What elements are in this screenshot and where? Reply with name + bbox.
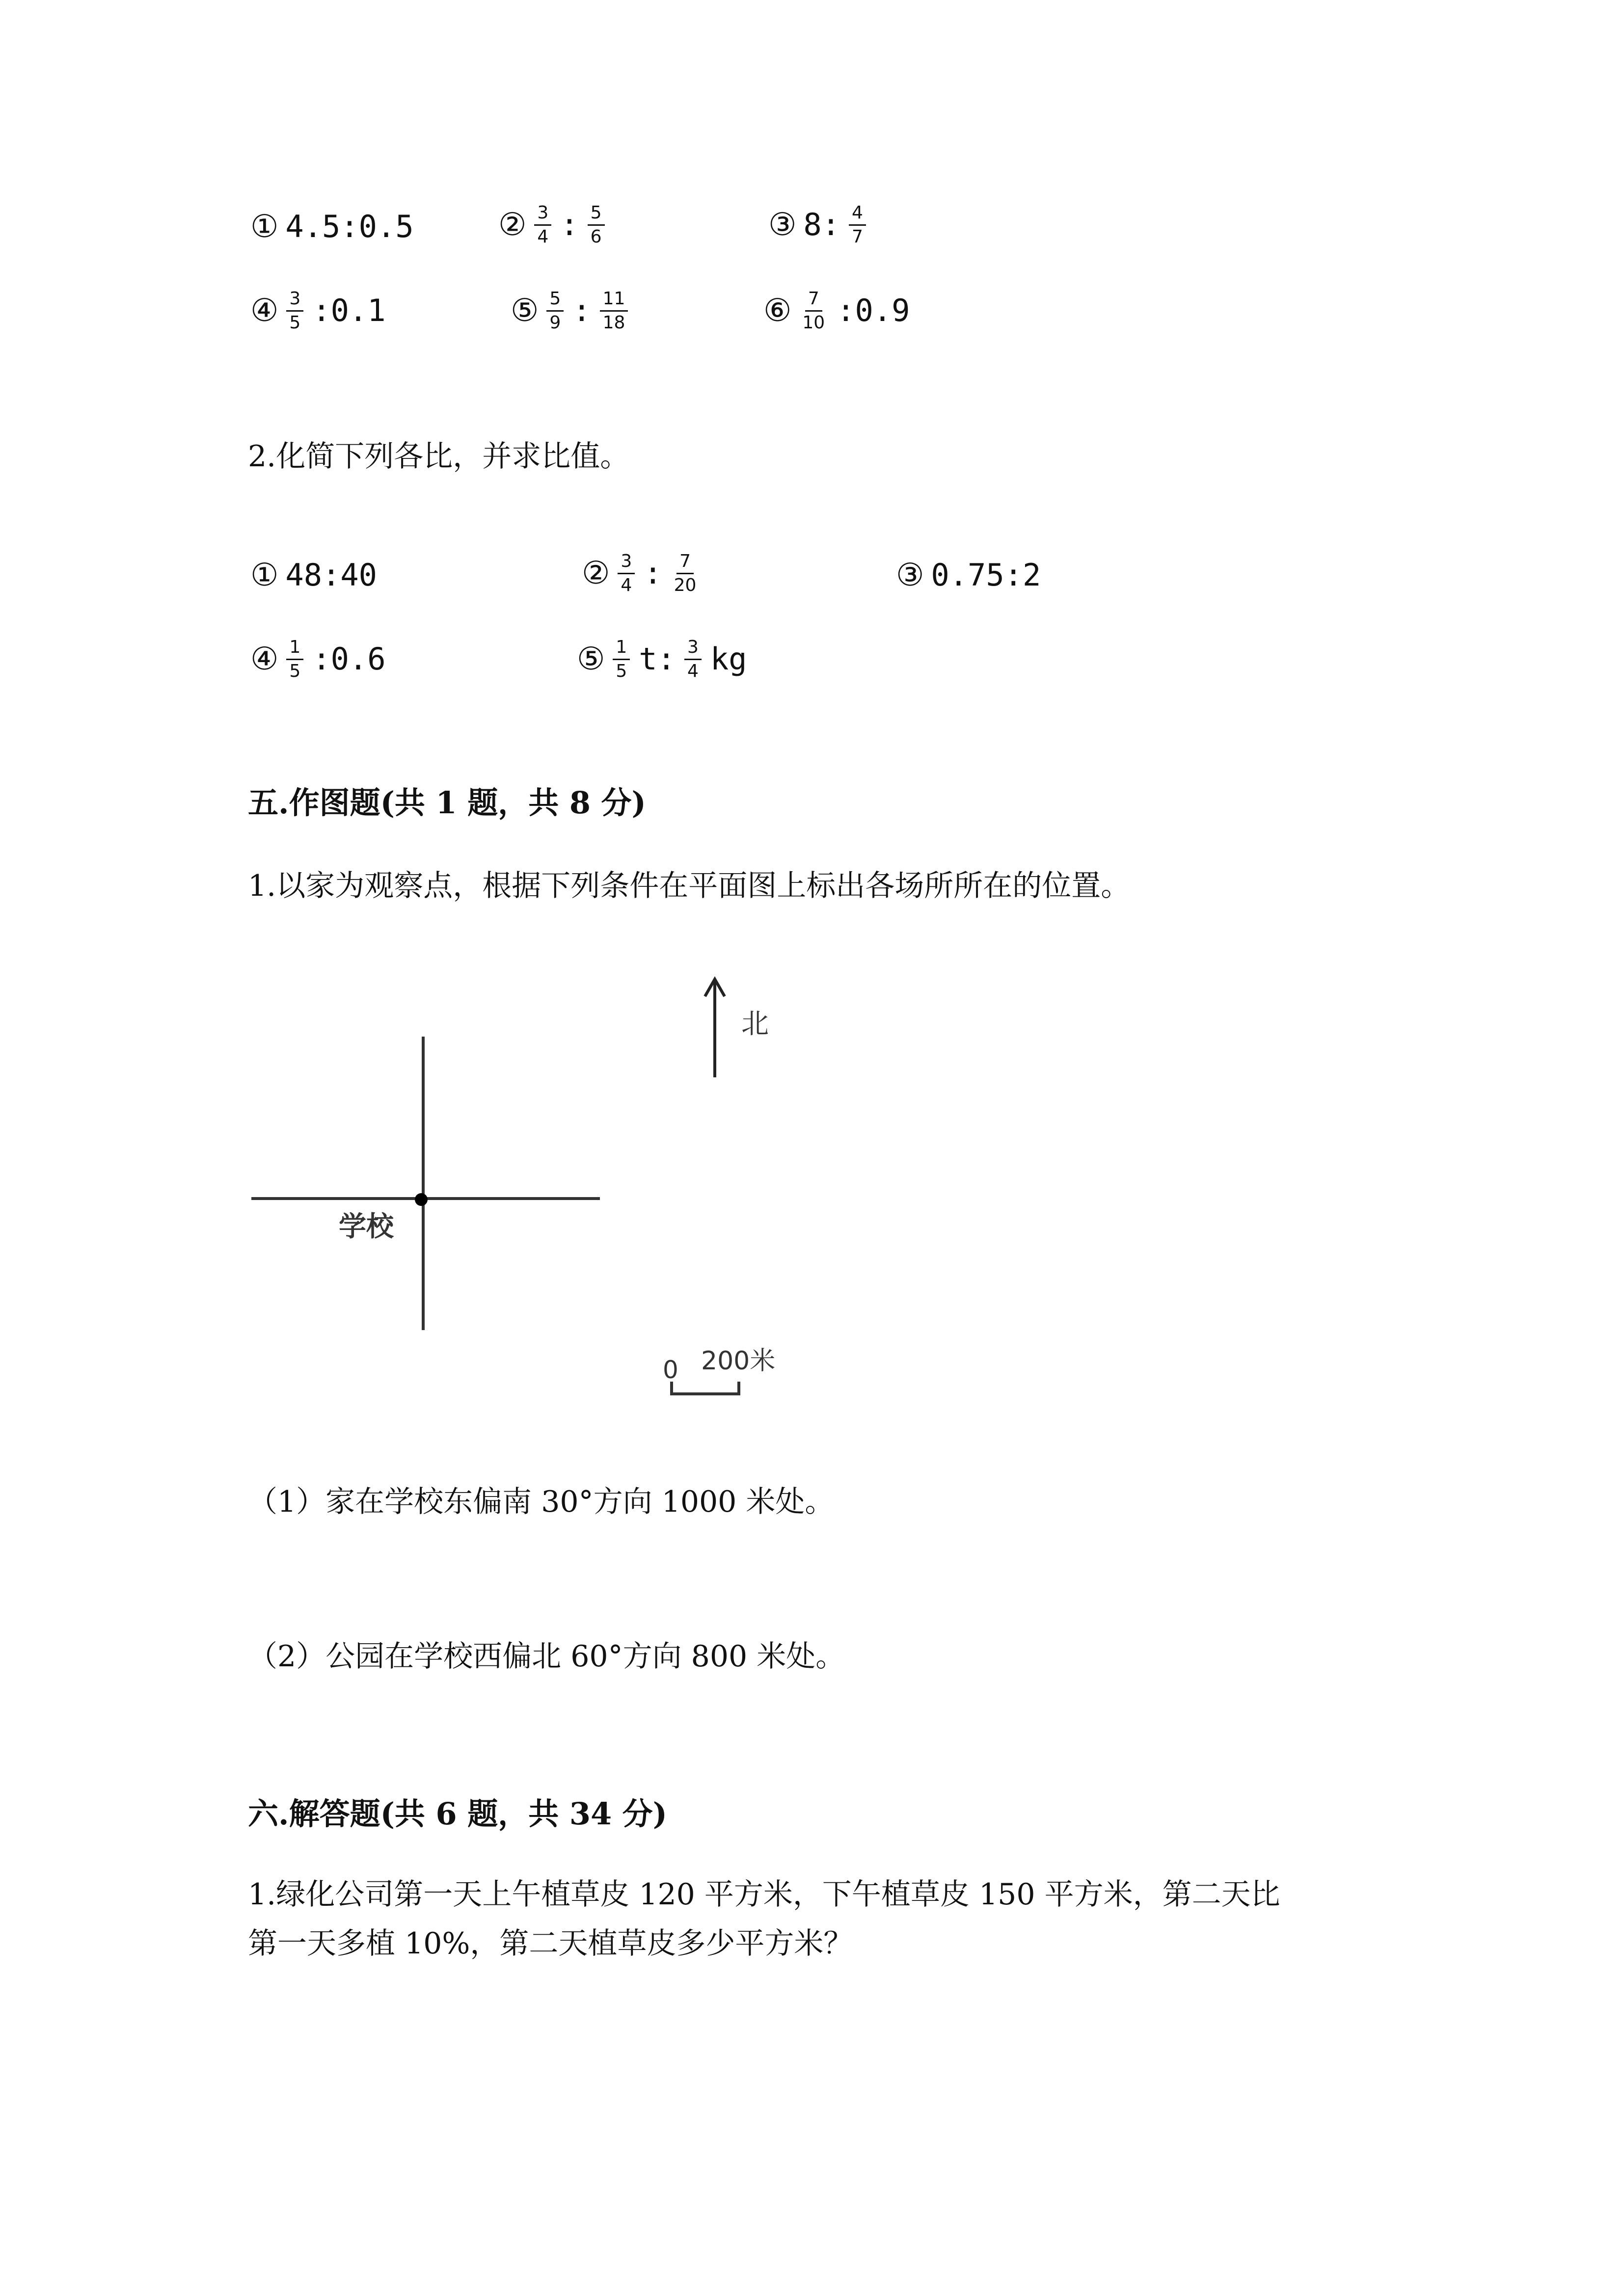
expression-text: 0.75:2 <box>931 557 1041 593</box>
fraction-numerator: 3 <box>286 290 303 312</box>
fraction-denominator: 4 <box>621 575 632 595</box>
expression-text: : <box>560 207 579 243</box>
fraction-numerator: 3 <box>534 204 551 226</box>
item-number: ① <box>250 209 279 245</box>
expression-text: t: <box>639 641 676 677</box>
section-5-heading: 五.作图题(共 1 题，共 8 分) <box>248 785 646 821</box>
fraction-numerator: 5 <box>546 290 564 312</box>
expression-text: : <box>644 555 662 591</box>
question-2-title: 2.化简下列各比，并求比值。 <box>248 439 630 474</box>
north-label: 北 <box>741 1008 769 1040</box>
fraction-numerator: 1 <box>286 638 303 660</box>
expression-text: :0.1 <box>312 293 386 329</box>
fraction-denominator: 4 <box>537 226 549 247</box>
item-number: ④ <box>250 641 279 678</box>
expression-text: 4.5:0.5 <box>285 209 414 244</box>
item-number: ⑤ <box>511 293 539 329</box>
fraction-numerator: 1 <box>613 638 630 660</box>
fraction-denominator: 7 <box>852 226 863 247</box>
fraction-denominator: 4 <box>687 661 699 681</box>
school-point <box>415 1193 428 1206</box>
scale-bar <box>672 1382 739 1394</box>
section-5-question-1: 1.以家为观察点，根据下列条件在平面图上标出各场所所在的位置。 <box>248 869 1131 903</box>
item-number: ① <box>250 557 279 593</box>
condition-1: （1）家在学校东偏南 30°方向 1000 米处。 <box>248 1485 835 1519</box>
fraction-numerator: 4 <box>849 204 866 226</box>
fraction-denominator: 20 <box>674 575 697 595</box>
fraction-numerator: 5 <box>588 204 605 226</box>
condition-2: （2）公园在学校西偏北 60°方向 800 米处。 <box>248 1639 845 1674</box>
fraction-denominator: 5 <box>289 661 301 681</box>
fraction-denominator: 9 <box>549 312 561 333</box>
item-number: ④ <box>250 293 279 329</box>
scale-zero: 0 <box>663 1356 678 1384</box>
item-number: ⑤ <box>577 641 605 678</box>
item-number: ⑥ <box>763 293 792 329</box>
fraction-numerator: 11 <box>600 290 628 312</box>
school-label: 学校 <box>339 1211 394 1243</box>
item-number: ② <box>498 207 527 243</box>
fraction-denominator: 6 <box>590 226 602 247</box>
expression-text: 48:40 <box>285 557 378 593</box>
expression-text: 8: <box>803 207 840 243</box>
expression-text: :0.6 <box>312 641 386 677</box>
scale-label: 200米 <box>701 1346 776 1376</box>
item-number: ③ <box>768 207 797 243</box>
section-6-question-1-line-2: 第一天多植 10%，第二天植草皮多少平方米？ <box>248 1926 853 1961</box>
fraction-denominator: 5 <box>289 312 301 333</box>
section-6-question-1-line-1: 1.绿化公司第一天上午植草皮 120 平方米，下午植草皮 150 平方米，第二天比 <box>248 1877 1280 1912</box>
item-number: ② <box>582 555 610 592</box>
fraction-numerator: 3 <box>618 552 635 574</box>
section-6-heading: 六.解答题(共 6 题，共 34 分) <box>248 1796 668 1832</box>
expression-text: :0.9 <box>837 293 910 329</box>
fraction-numerator: 3 <box>684 638 702 660</box>
expression-text: kg <box>710 641 747 677</box>
fraction-denominator: 10 <box>802 312 825 333</box>
fraction-numerator: 7 <box>677 552 694 574</box>
fraction-denominator: 5 <box>616 661 627 681</box>
fraction-numerator: 7 <box>805 290 822 312</box>
expression-text: : <box>572 293 591 329</box>
item-number: ③ <box>896 557 924 593</box>
fraction-denominator: 18 <box>602 312 625 333</box>
